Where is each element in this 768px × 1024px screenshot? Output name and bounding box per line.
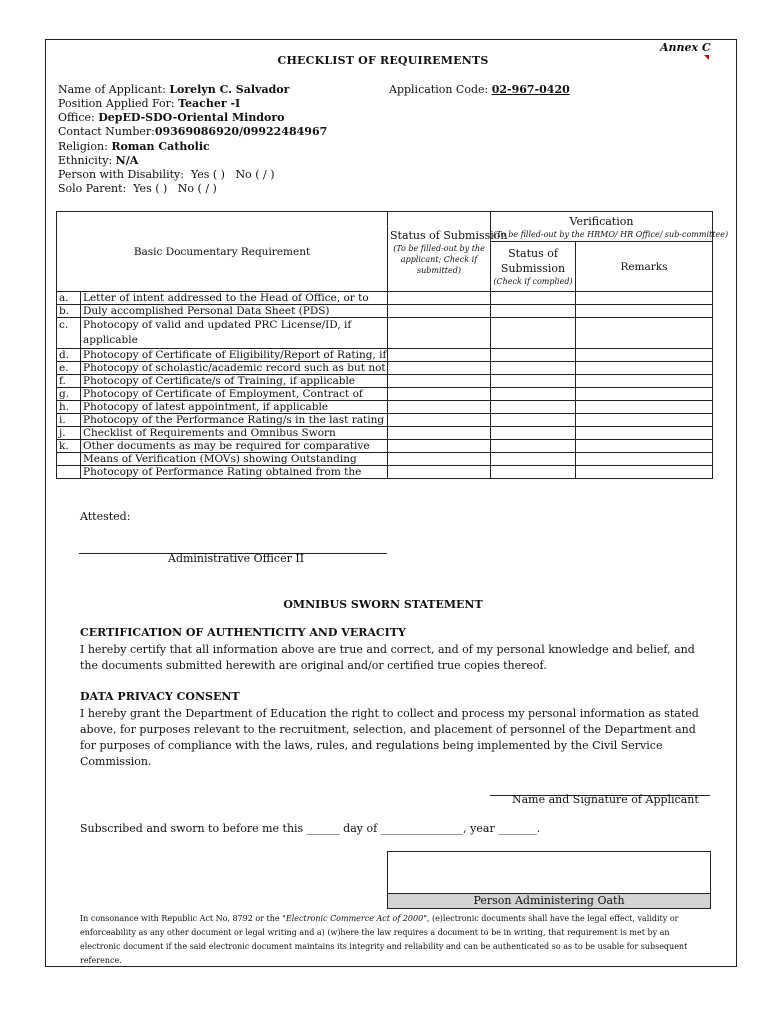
row-requirement-text: Photocopy of the Performance Rating/s in the last rating — [81, 414, 388, 427]
privacy-text: I hereby grant the Department of Education the right to collect and process my personal information as stated above, for purposes relevant to the recruitment, selection, and placement of personnel of the Department and for purposes of compliance with the laws, rules, and regulations being implemented by the Civil Service Commission. — [80, 707, 699, 768]
privacy-heading: DATA PRIVACY CONSENT — [80, 690, 240, 703]
row-applicant-status-cell[interactable] — [388, 349, 491, 362]
act-name: Electronic Commerce Act of 2000 — [285, 914, 424, 923]
application-code-row — [389, 83, 570, 96]
requirement-row — [57, 466, 713, 479]
row-letter: g. — [57, 388, 81, 401]
row-applicant-status-cell[interactable] — [388, 318, 491, 349]
subscribed-statement: Subscribed and sworn to before me this ______ day of _______________, year _______. — [80, 822, 541, 835]
requirement-row — [57, 401, 713, 414]
attested-label: Attested: — [80, 510, 131, 523]
row-applicant-status-cell[interactable] — [388, 427, 491, 440]
row-applicant-status-cell[interactable] — [388, 305, 491, 318]
status-header: Status of Submission (To be filled-out by the applicant; Check if submitted) — [388, 212, 491, 292]
row-requirement-text: Photocopy of Certificate of Employment, Contract of — [81, 388, 388, 401]
contact-row — [58, 125, 327, 138]
row-requirement-text: Photocopy of latest appointment, if applicable — [81, 401, 388, 414]
row-remarks-cell[interactable] — [576, 375, 713, 388]
row-remarks-cell[interactable] — [576, 362, 713, 375]
applicant-name-label: Name of Applicant: — [58, 83, 166, 96]
row-requirement-text: Photocopy of Certificate/s of Training, if applicable — [81, 375, 388, 388]
row-remarks-cell[interactable] — [576, 292, 713, 305]
row-remarks-cell[interactable] — [576, 401, 713, 414]
solo-no-option[interactable]: No ( / ) — [177, 182, 217, 195]
requirement-header: Basic Documentary Requirement — [57, 212, 388, 292]
pwd-row — [58, 168, 275, 181]
requirement-row — [57, 453, 713, 466]
requirement-row — [57, 305, 713, 318]
applicant-name-row — [58, 83, 289, 96]
row-verified-status-cell[interactable] — [491, 401, 576, 414]
row-applicant-status-cell[interactable] — [388, 453, 491, 466]
requirement-row — [57, 375, 713, 388]
row-verified-status-cell[interactable] — [491, 453, 576, 466]
row-verified-status-cell[interactable] — [491, 440, 576, 453]
row-letter: i. — [57, 414, 81, 427]
oath-signature-box[interactable] — [387, 851, 711, 909]
religion-label: Religion: — [58, 140, 108, 153]
row-requirement-text: Photocopy of scholastic/academic record such as but not — [81, 362, 388, 375]
row-applicant-status-cell[interactable] — [388, 292, 491, 305]
row-applicant-status-cell[interactable] — [388, 466, 491, 479]
row-verified-status-cell[interactable] — [491, 375, 576, 388]
requirement-row — [57, 414, 713, 427]
signature-label: Name and Signature of Applicant — [512, 793, 699, 806]
oath-label: Person Administering Oath — [388, 893, 710, 908]
requirement-row — [57, 388, 713, 401]
pwd-no-option[interactable]: No ( / ) — [235, 168, 275, 181]
row-verified-status-cell[interactable] — [491, 305, 576, 318]
row-remarks-cell[interactable] — [576, 440, 713, 453]
pwd-yes-option[interactable]: Yes ( ) — [190, 168, 225, 181]
row-letter: b. — [57, 305, 81, 318]
row-requirement-text: Photocopy of valid and updated PRC License/ID, if applicable — [81, 318, 388, 349]
row-letter — [57, 466, 81, 479]
position-row — [58, 97, 240, 110]
row-remarks-cell[interactable] — [576, 388, 713, 401]
row-letter: e. — [57, 362, 81, 375]
contact-label: Contact Number: — [58, 125, 155, 138]
row-requirement-text: Other documents as may be required for comparative — [81, 440, 388, 453]
row-requirement-text: Checklist of Requirements and Omnibus Sworn — [81, 427, 388, 440]
verif-status-header: Status of Submission (Check if complied) — [491, 242, 576, 292]
document-page — [45, 39, 737, 967]
requirement-row — [57, 427, 713, 440]
certification-text: I hereby certify that all information above are true and correct, and of my personal knowledge and belief, and the documents submitted herewith are original and/or certified true copies thereof. — [80, 643, 695, 672]
row-letter — [57, 453, 81, 466]
footer-note: In consonance with Republic Act No. 8792 or the "Electronic Commerce Act of 2000", (e)lectronic documents shall have the legal effect, validity or enforceability as any other document or legal writing and a) (w)here the law requires a document to be in writing, that requirement is met by an electronic document if the said electronic document maintains its integrity and reliability and can be authenticated so as to be usable for subsequent reference. — [80, 914, 688, 965]
ethnicity-row — [58, 154, 138, 167]
row-verified-status-cell[interactable] — [491, 466, 576, 479]
row-requirement-text: Letter of intent addressed to the Head of Office, or to — [81, 292, 388, 305]
omnibus-title: OMNIBUS SWORN STATEMENT — [283, 598, 483, 611]
contact-value: 09369086920/09922484967 — [154, 125, 328, 138]
position-value: Teacher -I — [178, 97, 241, 110]
row-letter: h. — [57, 401, 81, 414]
row-applicant-status-cell[interactable] — [388, 414, 491, 427]
row-verified-status-cell[interactable] — [491, 427, 576, 440]
row-verified-status-cell[interactable] — [491, 388, 576, 401]
row-verified-status-cell[interactable] — [491, 414, 576, 427]
row-letter: k. — [57, 440, 81, 453]
requirement-row — [57, 440, 713, 453]
ethnicity-value: N/A — [115, 154, 139, 167]
remarks-header: Remarks — [576, 242, 713, 292]
ethnicity-label: Ethnicity: — [58, 154, 113, 167]
row-applicant-status-cell[interactable] — [388, 375, 491, 388]
row-letter: d. — [57, 349, 81, 362]
row-verified-status-cell[interactable] — [491, 349, 576, 362]
application-code-value: 02-967-0420 — [491, 83, 570, 96]
solo-yes-option[interactable]: Yes ( ) — [133, 182, 168, 195]
row-requirement-text: Means of Verification (MOVs) showing Outstanding — [81, 453, 388, 466]
document-title: CHECKLIST OF REQUIREMENTS — [277, 54, 489, 67]
office-label: Office: — [58, 111, 95, 124]
pwd-label: Person with Disability: — [58, 168, 184, 181]
solo-parent-label: Solo Parent: — [58, 182, 127, 195]
row-remarks-cell[interactable] — [576, 453, 713, 466]
applicant-name-value: Lorelyn C. Salvador — [169, 83, 290, 96]
office-row — [58, 111, 284, 124]
requirements-table — [56, 211, 729, 479]
row-remarks-cell[interactable] — [576, 318, 713, 349]
position-label: Position Applied For: — [58, 97, 175, 110]
requirement-row — [57, 318, 713, 349]
row-remarks-cell[interactable] — [576, 427, 713, 440]
row-remarks-cell[interactable] — [576, 349, 713, 362]
religion-row — [58, 140, 210, 153]
row-applicant-status-cell[interactable] — [388, 388, 491, 401]
religion-value: Roman Catholic — [111, 140, 210, 153]
row-applicant-status-cell[interactable] — [388, 401, 491, 414]
solo-parent-row — [58, 182, 217, 195]
requirement-row — [57, 362, 713, 375]
admin-officer-label: Administrative Officer II — [168, 552, 305, 565]
row-remarks-cell[interactable] — [576, 305, 713, 318]
row-letter: j. — [57, 427, 81, 440]
certification-heading: CERTIFICATION OF AUTHENTICITY AND VERACITY — [80, 626, 406, 639]
row-requirement-text: Photocopy of Performance Rating obtained from the — [81, 466, 388, 479]
requirement-row — [57, 292, 713, 305]
row-letter: c. — [57, 318, 81, 349]
row-verified-status-cell[interactable] — [491, 362, 576, 375]
row-letter: a. — [57, 292, 81, 305]
row-verified-status-cell[interactable] — [491, 318, 576, 349]
application-code-label: Application Code: — [389, 83, 489, 96]
office-value: DepED-SDO-Oriental Mindoro — [98, 111, 285, 124]
requirement-row — [57, 349, 713, 362]
row-remarks-cell[interactable] — [576, 466, 713, 479]
annex-label: Annex C — [660, 41, 711, 54]
row-requirement-text: Duly accomplished Personal Data Sheet (PDS) — [81, 305, 388, 318]
row-requirement-text: Photocopy of Certificate of Eligibility/Report of Rating, if — [81, 349, 388, 362]
row-letter: f. — [57, 375, 81, 388]
verification-header: Verification (To be filled-out by the HRMO/ HR Office/ sub-committee) — [491, 212, 713, 242]
row-verified-status-cell[interactable] — [491, 292, 576, 305]
row-applicant-status-cell[interactable] — [388, 440, 491, 453]
row-remarks-cell[interactable] — [576, 414, 713, 427]
row-applicant-status-cell[interactable] — [388, 362, 491, 375]
